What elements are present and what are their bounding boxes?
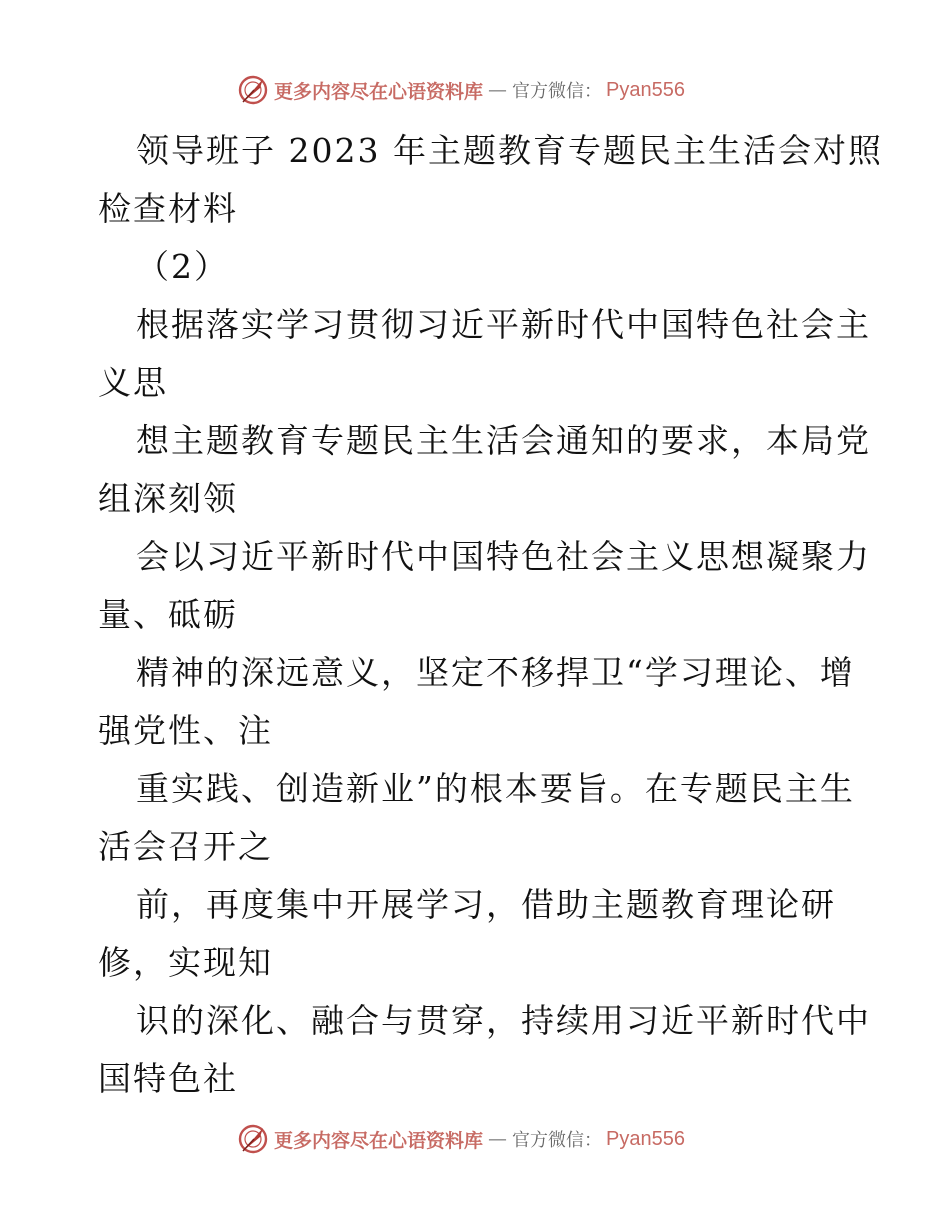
banner-wechat-label: 官方微信： (512, 1130, 603, 1151)
banner-wechat-id: Pyan556 (606, 78, 685, 101)
document-line: 根据落实学习贯彻习近平新时代中国特色社会主 (136, 305, 871, 344)
header-banner (236, 73, 685, 107)
document-line: 修，实现知 (98, 943, 273, 982)
document-line: 识的深化、融合与贯穿，持续用习近平新时代中 (136, 1001, 871, 1040)
document-line: 想主题教育专题民主生活会通知的要求，本局党 (136, 421, 871, 460)
banner-wechat-label: 官方微信： (512, 81, 603, 102)
document-line: 国特色社 (98, 1059, 238, 1098)
document-line: 重实践、创造新业”的根本要旨。在专题民主生 (136, 769, 855, 808)
document-line: 量、砥砺 (98, 595, 238, 634)
document-line: 义思 (98, 363, 168, 402)
quill-logo-icon (236, 1122, 270, 1156)
banner-title: 更多内容尽在心语资料库 (274, 1129, 484, 1152)
document-body (98, 122, 883, 1108)
document-line: （2） (136, 247, 229, 286)
document-line: 会以习近平新时代中国特色社会主义思想凝聚力 (136, 537, 871, 576)
document-line: 精神的深远意义，坚定不移捍卫“学习理论、增 (136, 653, 855, 692)
document-line: 活会召开之 (98, 827, 273, 866)
banner-separator: — (488, 1128, 508, 1150)
document-line: 前，再度集中开展学习，借助主题教育理论研 (136, 885, 836, 924)
document-line: 检查材料 (98, 189, 238, 228)
footer-banner (236, 1122, 685, 1156)
document-line: 组深刻领 (98, 479, 238, 518)
quill-logo-icon (236, 73, 270, 107)
document-line: 领导班子 2023 年主题教育专题民主生活会对照 (136, 131, 883, 170)
document-line: 强党性、注 (98, 711, 273, 750)
banner-separator: — (488, 79, 508, 101)
banner-title: 更多内容尽在心语资料库 (274, 80, 484, 103)
banner-wechat-id: Pyan556 (606, 1127, 685, 1150)
